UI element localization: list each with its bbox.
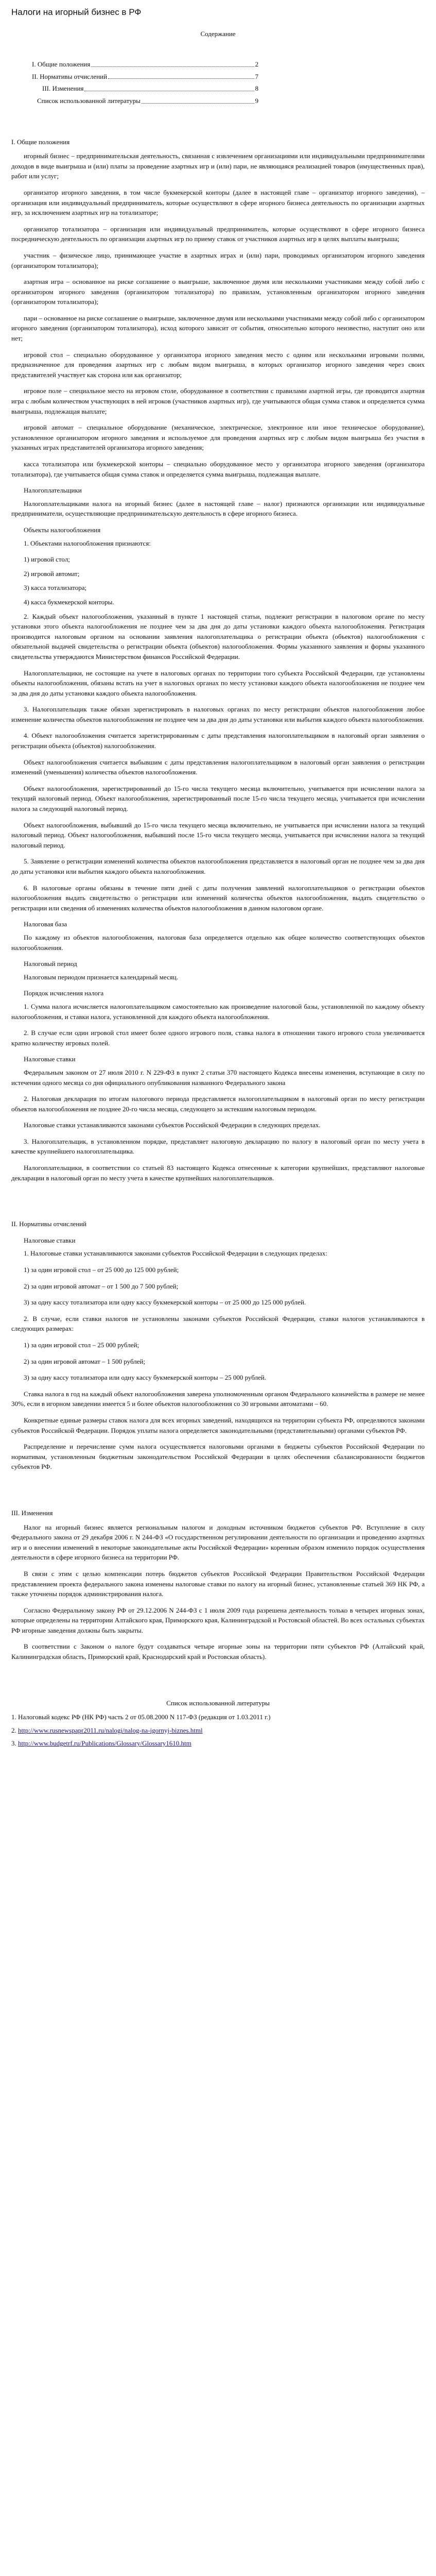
toc-item-page: 8 [255, 84, 258, 93]
paragraph: Конкретные единые размеры ставок налога для всех игорных заведений, находящихся на территории субъекта РФ, определяются законами субъектов Российской Федерации. Порядок уплаты налога определяется законодательными (представительными) органами субъектов РФ. [11, 1416, 425, 1434]
list-item: 3) касса тотализатора; [24, 584, 87, 592]
section-changes [11, 1522, 425, 1662]
paragraph: Налоговые ставки устанавливаются законами субъектов Российской Федерации в следующих пределах. [24, 1121, 321, 1129]
bibliography-item [11, 1738, 425, 1749]
toc-item[interactable] [32, 72, 258, 82]
paragraph: 2. Налоговая декларация по итогам налогового периода представляется налогоплательщиком в налоговый орган по месту регистрации объектов налогообложения не позднее 20-го числа месяца, следующего за истекшим налоговым периодом. [11, 1095, 425, 1113]
paragraph: 3) за одну кассу тотализатора или одну кассу букмекерской конторы – от 25 000 до 125 000 рублей. [24, 1298, 306, 1307]
bibliography-link[interactable]: http://www.budgetrf.ru/Publications/Glossary/Glossary1610.htm [18, 1739, 191, 1748]
paragraph: Объект налогообложения считается выбывшим с даты представления налогоплательщиком в налоговый орган заявления о регистрации изменений (уменьшения) количества объектов налогообложения. [11, 758, 425, 776]
paragraph: Ставка налога в год на каждый объект налогообложения заверена уполномоченным органом Федерального казначейства в размере не менее 30%, если в игорном заведении имеется 5 и более объектов налогообложения со 30 игровыми автоматами – 60. [11, 1389, 425, 1408]
paragraph: Объект налогообложения, выбывший до 15-го числа текущего месяца включительно, не учитывается при исчислении налога за текущий налоговый период. Объект налогообложения, выбывший после 15-го числа текущего месяца, учитывается при исчислении налога за текущий налоговый период. [11, 821, 425, 849]
paragraph: азартная игра – основанное на риске соглашение о выигрыше, заключенное двумя или несколькими участниками между собой либо с организатором игорного заведения (организатором тотализатора) по правилам, установленным организатором игорного заведения (организатором тотализатора); [11, 278, 425, 306]
paragraph: Федеральным законом от 27 июля 2010 г. N 229-ФЗ в пункт 2 статьи 370 настоящего Кодекса внесены изменения, вступающие в силу по истечении одного месяца со дня официального опубликования названного Федерального закона [11, 1068, 425, 1087]
toc-item-label: III. Изменения [42, 84, 84, 93]
toc-leader [108, 72, 254, 79]
bibliography-text: 3. [11, 1739, 18, 1748]
paragraph: касса тотализатора или букмекерской конторы – специально оборудованное место у организатора игорного заведения (организатора тотализатора), где учитывается общая сумма ставок и определяется сумма выигрыша, подлежащая выплате. [11, 460, 425, 478]
spacer [11, 1668, 425, 1689]
toc-item-page: 7 [255, 72, 258, 80]
paragraph: 3) за одну кассу тотализатора или одну кассу букмекерской конторы – 25 000 рублей. [24, 1374, 266, 1382]
bibliography-item [11, 1712, 425, 1722]
spacer [11, 1478, 425, 1499]
bibliography-heading: Список использованной литературы [166, 1699, 270, 1707]
table-of-contents [32, 59, 425, 106]
subheading: Налоговая база [24, 920, 67, 928]
paragraph: Согласно Федеральному закону РФ от 29.12.2006 N 244-ФЗ с 1 июля 2009 года разрешена деятельность только в четырех игорных зонах, которые определены на территории Алтайского края, Приморского края, Калининградской и Ростовской областей. Во всех остальных субъектах РФ игорные заведения должны быть закрыты. [11, 1606, 425, 1634]
paragraph: Налогоплательщики, не состоящие на учете в налоговых органах по территории того субъекта Российской Федерации, где установлены объекты налогообложения, обязаны встать на учет в налоговых органах по месту установки каждого объекта налогообложения не позднее чем за два дня до даты установки каждого объекта налогообложения. [11, 669, 425, 697]
paragraph: 3. Налогоплательщик также обязан зарегистрировать в налоговых органах по месту регистрации объектов налогообложения любое изменение количества объектов налогообложения не позднее чем за два дня до даты установки или выбытия каждого объекта налогообложения. [11, 705, 425, 723]
paragraph: 2. В случае, если ставки налогов не установлены законами субъектов Российской Федерации, ставки налогов устанавливаются в следующих размерах: [11, 1314, 425, 1333]
subheading: Порядок исчисления налога [24, 989, 104, 997]
bibliography-link[interactable]: http://www.rusnewspapr2011.ru/nalogi/nalog-na-igornyj-biznes.html [18, 1726, 203, 1734]
paragraph: 6. В налоговые органы обязаны в течение пяти дней с даты получения заявлений налогоплательщиков о регистрации объектов налогообложения выдать свидетельство о регистрации или изменений количества объектов налогообложения, выдать свидетельство о регистрации или сведения об изменениях количества объектов налогообложения в данном налоговом органе. [11, 884, 425, 912]
paragraph: 1) за один игровой стол – 25 000 рублей; [24, 1341, 139, 1349]
paragraph: Распределение и перечисление сумм налога осуществляется налоговыми органами в бюджеты субъектов Российской Федерации по нормативам, установленным бюджетным законодательством Российской Федерации в целях обеспечения сбалансированности бюджетов субъектов РФ. [11, 1443, 425, 1471]
toc-heading: Содержание [200, 29, 236, 38]
bibliography-item [11, 1725, 425, 1736]
paragraph: Объект налогообложения, зарегистрированный до 15-го числа текущего месяца включительно, учитывается при исчислении налога за текущий налоговый период. Объект налогообложения, зарегистрированный после 15-го числа текущего месяца, учитывается при исчислении налога за следующий налоговый период. [11, 784, 425, 813]
section-heading: III. Изменения [11, 1509, 53, 1517]
objects-list [11, 554, 425, 607]
list-item: 1) игровой стол; [24, 555, 70, 564]
subheading: Налогоплательщики [24, 486, 82, 495]
bibliography-text: 1. Налоговый кодекс РФ (НК РФ) часть 2 от 05.08.2000 N 117-ФЗ (редакция от 1.03.2011 г.) [11, 1713, 271, 1721]
section-general [11, 151, 425, 1183]
list-item: 2) игровой автомат; [24, 569, 80, 578]
bibliography-list [11, 1712, 425, 1749]
bibliography-text: 2. [11, 1726, 18, 1734]
subheading: Налоговые ставки [24, 1055, 76, 1063]
toc-item-label: I. Общие положения [32, 60, 91, 69]
toc-item-page: 2 [255, 60, 258, 69]
subheading: Налоговые ставки [24, 1236, 76, 1244]
paragraph: игровое поле – специальное место на игровом столе, оборудованное в соответствии с правилами азартной игры, где проводится азартная игра с любым количеством участвующих в ней игроков (участников азартных игр), где учитываются общая сумма ставок и определяется сумма выигрыша, подлежащая выплате; [11, 387, 425, 415]
paragraph: организатор тотализатора – организация или индивидуальный предприниматель, которые осуществляют в сфере игорного бизнеса посредническую деятельность по организации азартных игр по приему ставок от участников азартных игр в целях выплаты выигрыша; [11, 225, 425, 243]
paragraph: 1. Налоговые ставки устанавливаются законами субъектов Российской Федерации в следующих пределах: [24, 1249, 327, 1258]
paragraph: 5. Заявление о регистрации изменений количества объектов налогообложения представляется в налоговый орган не позднее чем за два дня до даты установки или выбытия каждого объекта налогообложения. [11, 857, 425, 875]
section-heading: I. Общие положения [11, 138, 70, 146]
paragraph: 1) за один игровой стол – от 25 000 до 125 000 рублей; [24, 1266, 179, 1274]
toc-item[interactable] [32, 59, 258, 70]
paragraph: 2) за один игровой автомат – 1 500 рублей; [24, 1357, 146, 1365]
document-title: Налоги на игорный бизнес в РФ [11, 7, 142, 17]
toc-item-page: 9 [255, 96, 258, 105]
toc-item[interactable] [32, 96, 258, 106]
paragraph: 2. В случае если один игровой стол имеет более одного игрового поля, ставка налога в отношении такого игрового стола увеличивается кратно количеству игровых полей. [11, 1029, 425, 1047]
toc-leader [91, 59, 254, 67]
paragraph: Налоговым периодом признается календарный месяц. [24, 973, 178, 981]
paragraph: 1. Сумма налога исчисляется налогоплательщиком самостоятельно как произведение налоговой базы, установленной по каждому объекту налогообложения, и ставки налога, установленной для каждого объекта налогообложения. [11, 1002, 425, 1021]
paragraph: 4. Объект налогообложения считается зарегистрированным с даты представления налогоплательщиком в налоговый орган заявления о регистрации объекта (объектов) налогообложения. [11, 732, 425, 750]
paragraph: В соответствии с Законом о налоге будут создаваться четыре игорные зоны на территории пяти субъектов РФ (Алтайский край, Калининградская область, Приморский край, Краснодарский край и Ростовская область). [11, 1642, 425, 1661]
paragraph: 2) за один игровой автомат – от 1 500 до 7 500 рублей; [24, 1282, 179, 1290]
paragraph: игровой автомат – специальное оборудование (механическое, электрическое, электронное или иное техническое оборудование), установленное организатором игорного заведения и используемое для проведения азартных игр с любым видом выигрыша без участия в указанных играх представителей организатора игорного заведения; [11, 423, 425, 452]
paragraph: В связи с этим с целью компенсации потерь бюджетов субъектов Российской Федерации Правительством Российской Федерации представлением проекта федерального закона изменены налоговые ставки по налогу на игорный бизнес, установленные статьей 369 НК РФ, а также уточнены порядок администрирования налога. [11, 1569, 425, 1598]
toc-item[interactable] [32, 83, 258, 94]
paragraph: Налогоплательщиками налога на игорный бизнес (далее в настоящей главе – налог) признаются организации или индивидуальные предприниматели, осуществляющие предпринимательскую деятельность в сфере игорного бизнеса. [11, 499, 425, 518]
paragraph: По каждому из объектов налогообложения, налоговая база определяется отдельно как общее количество соответствующих объектов налогообложения. [11, 933, 425, 952]
paragraph: Налогоплательщики, в соответствии со статьей 83 настоящего Кодекса отнесенные к категории крупнейших, представляют налоговые декларации в налоговый орган по месту учета в качестве крупнейших налогоплательщиков. [11, 1164, 425, 1182]
subheading: Объекты налогообложения [24, 526, 101, 534]
spacer [11, 1189, 425, 1210]
section-rates [11, 1235, 425, 1472]
paragraph: организатор игорного заведения, в том числе букмекерской конторы (далее в настоящей главе – организатор игорного заведения), – организация или индивидуальный предприниматель, которые осуществляют в сфере игорного бизнеса деятельность по организации азартных игр, за исключением азартных игр на тотализаторе; [11, 188, 425, 217]
paragraph: Налог на игорный бизнес является региональным налогом и доходным источником бюджетов субъектов РФ. Вступление в силу Федерального закона от 29 декабря 2006 г. N 244-ФЗ «О государственном регулировании деятельности по организации и проведению азартных игр и о внесении изменений в некоторые законодательные акты Российской Федерации» коренным образом изменило порядок осуществления деятельности в сфере игорного бизнеса на территории РФ. [11, 1523, 425, 1562]
paragraph: игорный бизнес – предпринимательская деятельность, связанная с извлечением организациями или индивидуальными предпринимателями доходов в виде выигрыша и (или) платы за проведение азартных игр и (или) пари, не являющаяся реализацией товаров (имущественных прав), работ или услуг; [11, 152, 425, 180]
paragraph: пари – основанное на риске соглашение о выигрыше, заключенное двумя или несколькими участниками между собой либо с организатором игорного заведения (организатором тотализатора), исход которого зависит от события, относительно которого неизвестно, наступит оно или нет; [11, 314, 425, 343]
section-heading: II. Нормативы отчислений [11, 1220, 87, 1228]
paragraph: игровой стол – специально оборудованное у организатора игорного заведения место с одним или несколькими игровыми полями, предназначенное для проведения азартных игр с любым видом выигрыша, в которых организатор игорного заведения через своих представителей участвует как сторона или как организатор; [11, 350, 425, 379]
list-item: 4) касса букмекерской конторы. [24, 598, 114, 606]
paragraph: участник – физическое лицо, принимающее участие в азартных играх и (или) пари, проводимых организатором игорного заведения (организатором тотализатора); [11, 251, 425, 269]
subheading: Налоговый период [24, 960, 77, 968]
paragraph: 1. Объектами налогообложения признаются: [24, 539, 151, 547]
paragraph: 2. Каждый объект налогообложения, указанный в пункте 1 настоящей статьи, подлежит регистрации в налоговом органе по месту установки этого объекта налогообложения не позднее чем за два дня до даты установки каждого объекта налогообложения. Регистрация производится налоговым органом на основании заявления налогоплательщика о регистрации объекта (объектов) налогообложения с обязательной выдачей свидетельства о регистрации объекта (объектов) налогообложения. Формы указанного заявления и формы указанного свидетельства утверждаются Министерством финансов Российской Федерации. [11, 612, 425, 660]
toc-leader [84, 83, 254, 91]
toc-leader [142, 96, 254, 104]
toc-item-label: II. Нормативы отчислений [32, 72, 108, 80]
paragraph: 3. Налогоплательщик, в установленном порядке, представляет налоговую декларацию по налогу в налоговый орган по месту учета в качестве крупнейшего налогоплательщика. [11, 1137, 425, 1156]
toc-item-label: Список использованной литературы [37, 96, 141, 105]
